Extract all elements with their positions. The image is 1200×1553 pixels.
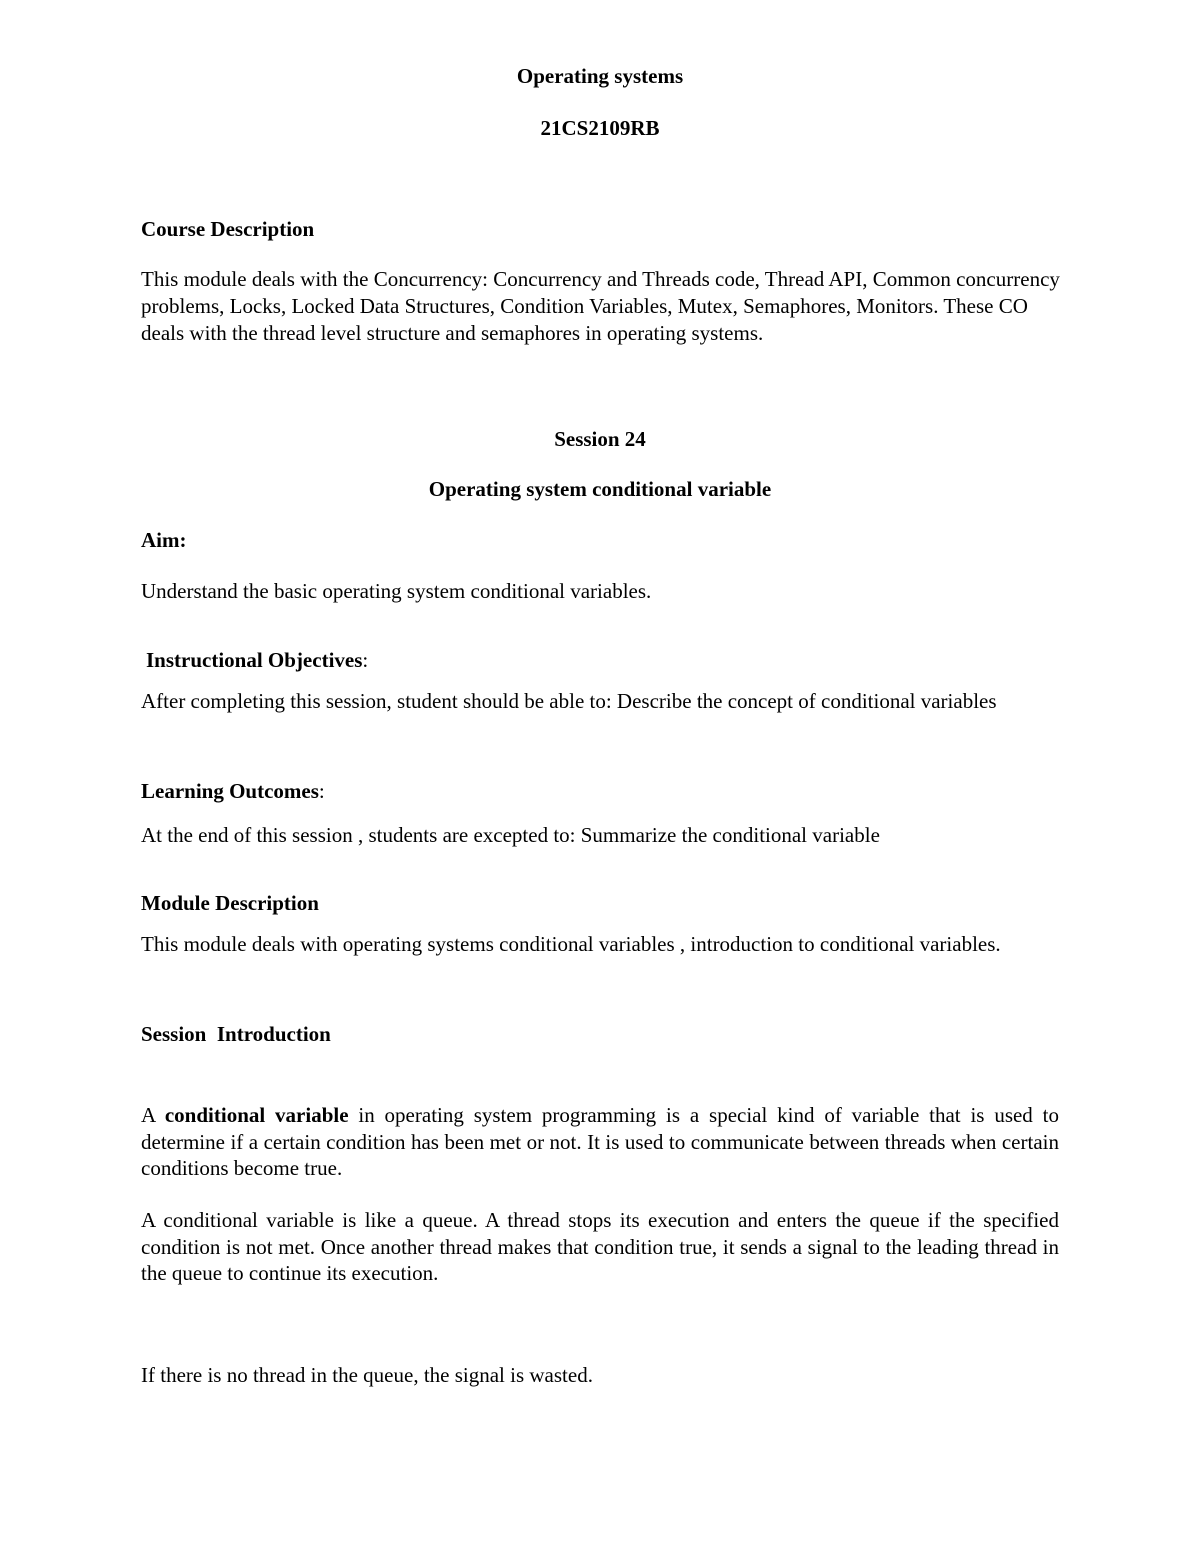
learning-outcomes-body: At the end of this session , students are excepted to: Summarize the conditional variable: [141, 823, 880, 847]
conditional-variable-term: conditional variable: [164, 1103, 349, 1127]
session-introduction-para-2: A conditional variable is like a queue. A thread stops its execution and enters the queue if the specified condition is not met. Once another thread makes that condition true, it sends a signal to the leading thread in the queue to continue its execution.: [141, 1208, 1059, 1285]
learning-outcomes-label: Learning Outcomes: [141, 779, 319, 803]
session-introduction-para-1: [141, 1102, 1059, 1182]
instructional-objectives-colon: :: [362, 648, 369, 672]
session-title: Operating system conditional variable: [428, 477, 772, 501]
instructional-objectives-body: After completing this session, student should be able to: Describe the concept of conditional variables: [141, 689, 997, 713]
learning-outcomes-colon: :: [318, 779, 325, 803]
course-description-body: This module deals with the Concurrency: Concurrency and Threads code, Thread API, Common concurrency problems, Locks, Locked Data Structures, Condition Variables, Mutex, Semaphores, Monitors. These CO deals with the thread level structure and semaphores in operating systems.: [141, 267, 1060, 345]
session-introduction-para-3: If there is no thread in the queue, the signal is wasted.: [141, 1363, 593, 1387]
document-title: Operating systems: [516, 64, 684, 88]
aim-heading: Aim:: [141, 528, 187, 552]
instructional-objectives-label: Instructional Objectives: [146, 648, 363, 672]
aim-body: Understand the basic operating system conditional variables.: [141, 579, 652, 603]
session-number: Session 24: [554, 427, 646, 451]
para1-rest: in operating system programming is a special kind of variable that is used to determine if a certain condition has been met or not. It is used to communicate between threads when certain conditions become true.: [141, 1103, 1059, 1180]
module-description-heading: Module Description: [141, 891, 319, 915]
course-code: 21CS2109RB: [540, 116, 660, 140]
para1-prefix: A: [141, 1103, 165, 1127]
session-introduction-heading: Session Introduction: [141, 1022, 331, 1046]
instructional-objectives-heading: [146, 647, 1064, 674]
course-description-heading: Course Description: [141, 217, 315, 241]
learning-outcomes-heading: [141, 778, 1059, 805]
module-description-body: This module deals with operating systems conditional variables , introduction to conditional variables.: [141, 932, 1001, 956]
